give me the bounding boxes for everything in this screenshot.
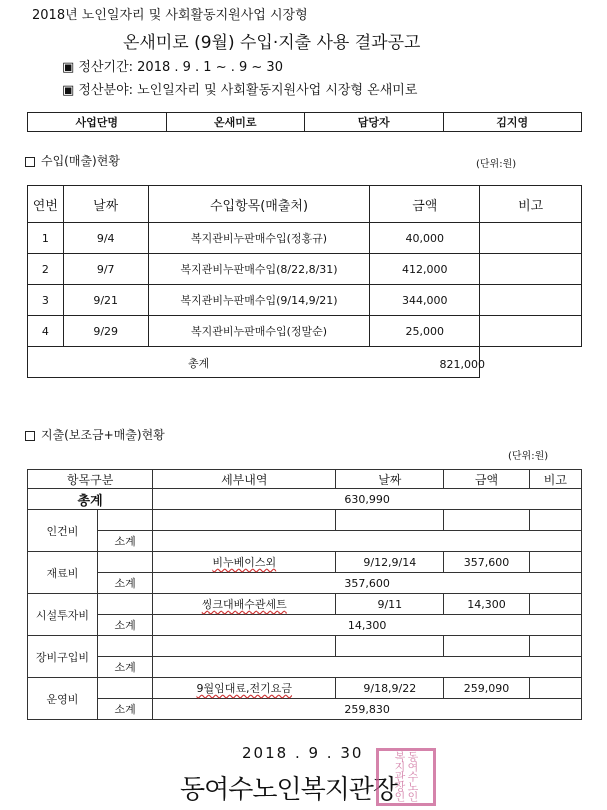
detail-text: 씽크대배수관세트 bbox=[201, 598, 287, 611]
subtotal-row bbox=[28, 615, 582, 636]
col-header: 항목구분 bbox=[28, 470, 153, 489]
seal-text: 동여수노인복지관장인 bbox=[393, 751, 419, 801]
table-row bbox=[28, 223, 582, 254]
col-header: 날짜 bbox=[63, 186, 148, 223]
row-date: 9/21 bbox=[63, 285, 148, 316]
checkbox-icon bbox=[25, 157, 35, 167]
detail bbox=[153, 636, 336, 657]
amount: 259,090 bbox=[444, 678, 529, 699]
row-note bbox=[480, 254, 582, 285]
info-table bbox=[27, 112, 582, 132]
total-label: 총계 bbox=[28, 489, 153, 510]
row-no: 1 bbox=[28, 223, 64, 254]
info-manager: 김지영 bbox=[443, 113, 582, 132]
period-line: ▣ 정산기간: 2018 . 9 . 1 ~ . 9 ~ 30 bbox=[62, 60, 283, 75]
row-no: 3 bbox=[28, 285, 64, 316]
table-row bbox=[28, 552, 582, 573]
table-header-row bbox=[28, 470, 582, 489]
total-label: 총계 bbox=[188, 357, 210, 370]
subtotal-row bbox=[28, 657, 582, 678]
subtotal-amount bbox=[153, 657, 582, 678]
category-name: 시설투자비 bbox=[28, 594, 98, 636]
note bbox=[529, 510, 581, 531]
total-row bbox=[28, 347, 582, 378]
total-amount: 630,990 bbox=[153, 489, 582, 510]
income-table bbox=[27, 185, 582, 378]
info-label-biz: 사업단명 bbox=[28, 113, 167, 132]
note bbox=[529, 594, 581, 615]
row-amount: 344,000 bbox=[370, 285, 480, 316]
row-item: 복지관비누판매수입(정말순) bbox=[148, 316, 370, 347]
subtotal-row bbox=[28, 573, 582, 594]
table-row bbox=[28, 510, 582, 531]
row-date: 9/29 bbox=[63, 316, 148, 347]
income-section-title: 수입(매출)현황 bbox=[41, 154, 120, 168]
subtotal-row bbox=[28, 699, 582, 720]
amount: 14,300 bbox=[444, 594, 529, 615]
row-no: 4 bbox=[28, 316, 64, 347]
table-row bbox=[28, 636, 582, 657]
row-item: 복지관비누판매수입(8/22,8/31) bbox=[148, 254, 370, 285]
table-row bbox=[28, 254, 582, 285]
row-amount: 412,000 bbox=[370, 254, 480, 285]
col-header: 비고 bbox=[529, 470, 581, 489]
footer-date: 2018 . 9 . 30 bbox=[242, 744, 364, 762]
checkbox-icon bbox=[25, 431, 35, 441]
row-date: 9/7 bbox=[63, 254, 148, 285]
subtotal-label: 소계 bbox=[97, 657, 152, 678]
row-amount: 40,000 bbox=[370, 223, 480, 254]
detail bbox=[153, 678, 336, 699]
subtotal-row bbox=[28, 531, 582, 552]
row-item: 복지관비누판매수입(정홍규) bbox=[148, 223, 370, 254]
col-header: 비고 bbox=[480, 186, 582, 223]
organization-name: 동여수노인복지관장 bbox=[180, 775, 398, 805]
subtotal-amount: 14,300 bbox=[153, 615, 582, 636]
detail bbox=[153, 594, 336, 615]
row-note bbox=[480, 285, 582, 316]
amount bbox=[444, 510, 529, 531]
row-date: 9/4 bbox=[63, 223, 148, 254]
amount: 357,600 bbox=[444, 552, 529, 573]
col-header: 세부내역 bbox=[153, 470, 336, 489]
col-header: 금액 bbox=[444, 470, 529, 489]
income-section-heading bbox=[25, 152, 120, 169]
expense-unit: (단위:원) bbox=[508, 451, 549, 462]
note bbox=[529, 678, 581, 699]
col-header: 연번 bbox=[28, 186, 64, 223]
detail bbox=[153, 510, 336, 531]
info-biz: 온새미로 bbox=[166, 113, 305, 132]
table-row bbox=[28, 316, 582, 347]
table-row bbox=[28, 678, 582, 699]
detail-text: 9월임대료,전기요금 bbox=[196, 682, 293, 695]
subtotal-label: 소계 bbox=[97, 531, 152, 552]
date: 9/18,9/22 bbox=[336, 678, 444, 699]
row-no: 2 bbox=[28, 254, 64, 285]
subtotal-amount bbox=[153, 531, 582, 552]
category-name: 인건비 bbox=[28, 510, 98, 552]
expense-section-heading bbox=[25, 426, 165, 443]
category-name: 장비구입비 bbox=[28, 636, 98, 678]
subtotal-label: 소계 bbox=[97, 573, 152, 594]
date bbox=[336, 636, 444, 657]
expense-table bbox=[27, 469, 582, 720]
date: 9/11 bbox=[336, 594, 444, 615]
col-header: 수입항목(매출처) bbox=[148, 186, 370, 223]
date: 9/12,9/14 bbox=[336, 552, 444, 573]
detail bbox=[153, 552, 336, 573]
subtotal-label: 소계 bbox=[97, 615, 152, 636]
table-header-row bbox=[28, 186, 582, 223]
page-title: 온새미로 (9월) 수입·지출 사용 결과공고 bbox=[123, 33, 421, 53]
row-item: 복지관비누판매수입(9/14,9/21) bbox=[148, 285, 370, 316]
amount bbox=[444, 636, 529, 657]
total-row bbox=[28, 489, 582, 510]
info-label-manager: 담당자 bbox=[305, 113, 444, 132]
subtotal-amount: 259,830 bbox=[153, 699, 582, 720]
note bbox=[529, 636, 581, 657]
table-row bbox=[28, 594, 582, 615]
category-name: 재료비 bbox=[28, 552, 98, 594]
row-amount: 25,000 bbox=[370, 316, 480, 347]
table-row bbox=[28, 285, 582, 316]
col-header: 날짜 bbox=[336, 470, 444, 489]
official-seal-icon bbox=[376, 748, 436, 806]
expense-section-title: 지출(보조금+매출)현황 bbox=[41, 428, 165, 442]
detail-text: 비누베이스외 bbox=[212, 556, 277, 569]
subtotal-amount: 357,600 bbox=[153, 573, 582, 594]
subtotal-label: 소계 bbox=[97, 699, 152, 720]
program-line: 2018년 노인일자리 및 사회활동지원사업 시장형 bbox=[32, 8, 308, 23]
row-note bbox=[480, 223, 582, 254]
field-line: ▣ 정산분야: 노인일자리 및 사회활동지원사업 시장형 온새미로 bbox=[62, 83, 418, 98]
category-name: 운영비 bbox=[28, 678, 98, 720]
income-total: 821,000 bbox=[439, 358, 485, 371]
income-unit: (단위:원) bbox=[476, 159, 517, 170]
date bbox=[336, 510, 444, 531]
row-note bbox=[480, 316, 582, 347]
note bbox=[529, 552, 581, 573]
col-header: 금액 bbox=[370, 186, 480, 223]
